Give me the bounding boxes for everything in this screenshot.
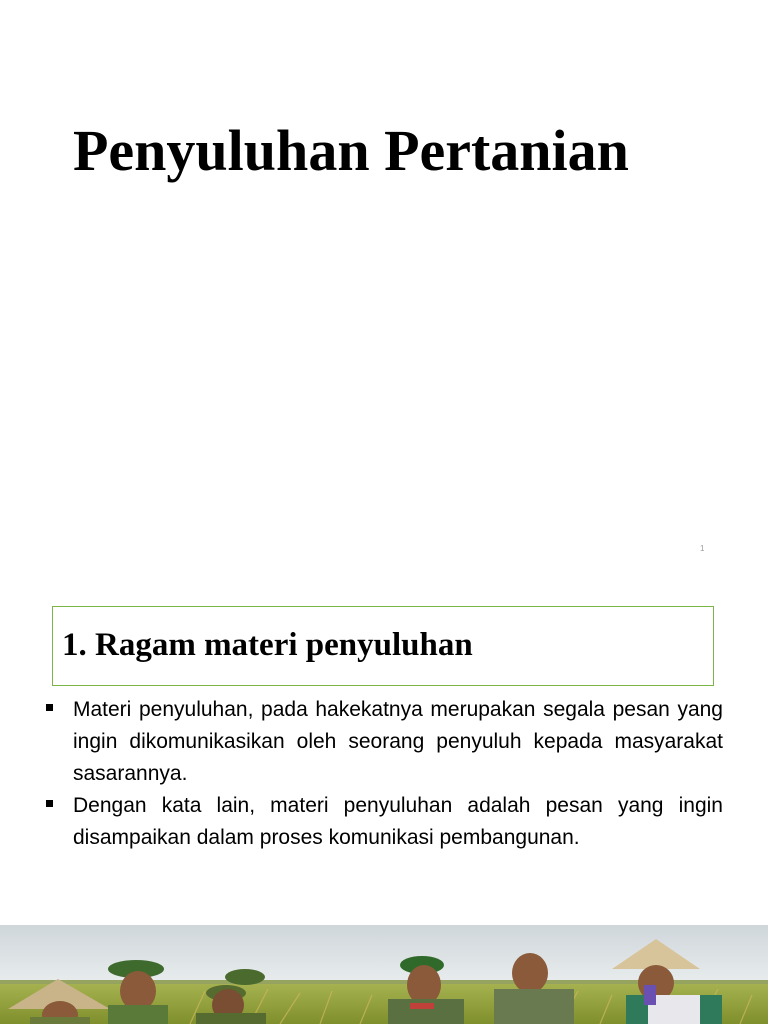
bullet-text: Dengan kata lain, materi penyuluhan adalah pesan yang ingin disampaikan dalam proses komunikasi pembangunan.: [73, 794, 723, 849]
bullet-text: Materi penyuluhan, pada hakekatnya merupakan segala pesan yang ingin dikomunikasikan oleh seorang penyuluh kepada masyarakat sasarannya.: [73, 698, 723, 785]
rice-field-farmers-photo: [0, 925, 768, 1024]
slide-title: Penyuluhan Pertanian: [73, 118, 629, 183]
section-heading-box: [52, 606, 714, 686]
section-heading: 1. Ragam materi penyuluhan: [62, 627, 473, 663]
bullet-item: [45, 790, 723, 854]
bullet-list: [45, 694, 723, 854]
square-bullet-icon: [46, 704, 53, 711]
square-bullet-icon: [46, 800, 53, 807]
slide-number: 1: [700, 544, 705, 553]
bullet-item: [45, 694, 723, 790]
